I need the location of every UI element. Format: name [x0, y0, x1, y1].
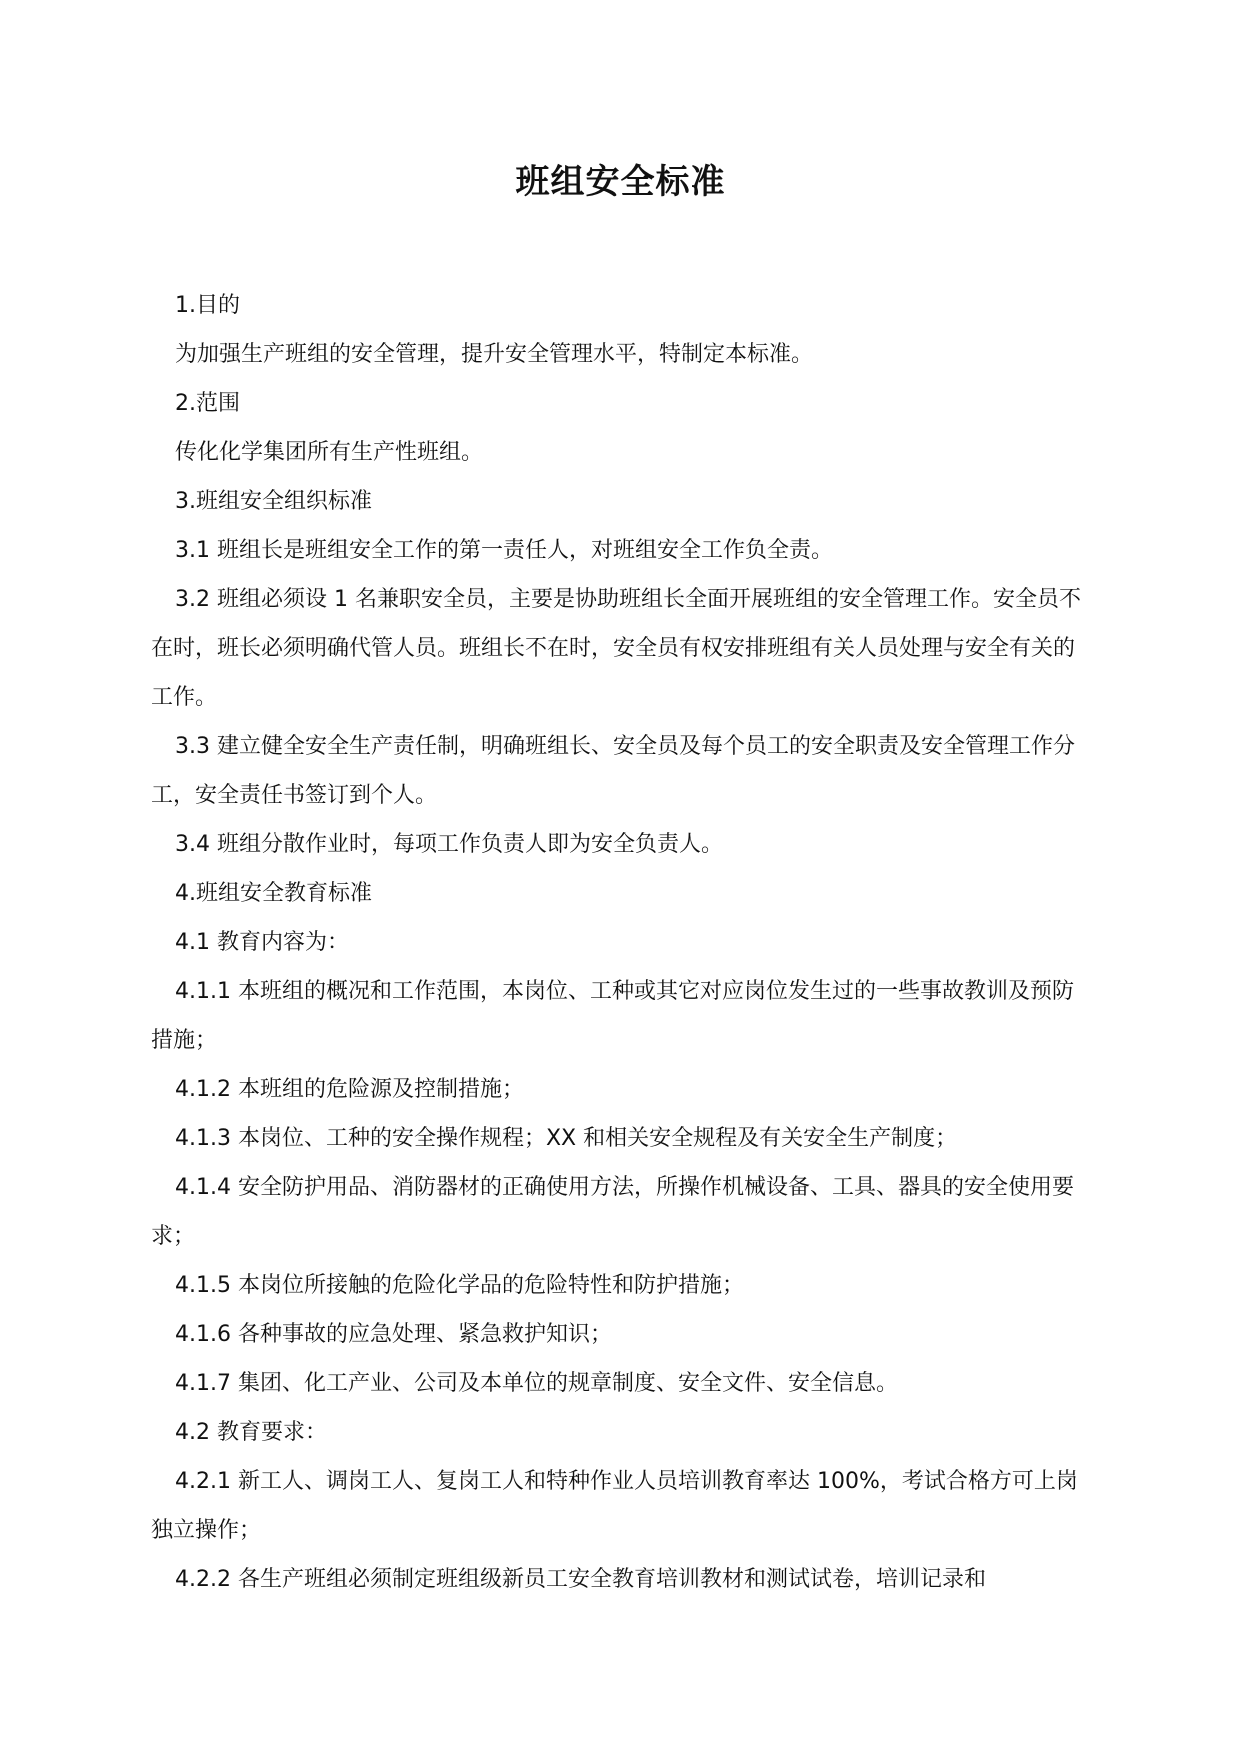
paragraph-3-4: 3.4 班组分散作业时，每项工作负责人即为安全负责人。 [175, 832, 723, 857]
paragraph-4-1-5: 4.1.5 本岗位所接触的危险化学品的危险特性和防护措施； [175, 1273, 744, 1298]
paragraph-4-1-3: 4.1.3 本岗位、工种的安全操作规程；XX 和相关安全规程及有关安全生产制度； [175, 1126, 958, 1151]
section-heading-organization: 3.班组安全组织标准 [175, 489, 372, 514]
paragraph-4-1-2: 4.1.2 本班组的危险源及控制措施； [175, 1077, 524, 1102]
paragraph-4-1-4: 4.1.4 安全防护用品、消防器材的正确使用方法，所操作机械设备、工具、器具的安全使用要求； [151, 1175, 1074, 1249]
paragraph-4-1-7: 4.1.7 集团、化工产业、公司及本单位的规章制度、安全文件、安全信息。 [175, 1371, 898, 1396]
paragraph-scope: 传化化学集团所有生产性班组。 [175, 440, 484, 465]
paragraph-4-2-1: 4.2.1 新工人、调岗工人、复岗工人和特种作业人员培训教育率达 100%，考试合格方可上岗独立操作； [151, 1469, 1078, 1543]
paragraph-3-1: 3.1 班组长是班组安全工作的第一责任人，对班组安全工作负全责。 [175, 538, 833, 563]
document-title: 班组安全标准 [515, 162, 726, 202]
paragraph-purpose: 为加强生产班组的安全管理，提升安全管理水平，特制定本标准。 [175, 342, 814, 367]
paragraph-4-1: 4.1 教育内容为： [175, 930, 349, 955]
paragraph-4-1-6: 4.1.6 各种事故的应急处理、紧急救护知识； [175, 1322, 612, 1347]
section-heading-education: 4.班组安全教育标准 [175, 881, 372, 906]
paragraph-3-2: 3.2 班组必须设 1 名兼职安全员，主要是协助班组长全面开展班组的安全管理工作。安全员不在时，班长必须明确代管人员。班组长不在时，安全员有权安排班组有关人员处理与安全有关的工作。 [151, 587, 1081, 710]
paragraph-4-1-1: 4.1.1 本班组的概况和工作范围，本岗位、工种或其它对应岗位发生过的一些事故教训及预防措施； [151, 979, 1074, 1053]
paragraph-3-3: 3.3 建立健全安全生产责任制，明确班组长、安全员及每个员工的安全职责及安全管理工作分工，安全责任书签订到个人。 [151, 734, 1075, 808]
section-heading-purpose: 1.目的 [175, 293, 240, 318]
paragraph-4-2: 4.2 教育要求： [175, 1420, 327, 1445]
paragraph-4-2-2: 4.2.2 各生产班组必须制定班组级新员工安全教育培训教材和测试试卷，培训记录和 [175, 1567, 986, 1592]
section-heading-scope: 2.范围 [175, 391, 240, 416]
document-body [151, 281, 1091, 1604]
